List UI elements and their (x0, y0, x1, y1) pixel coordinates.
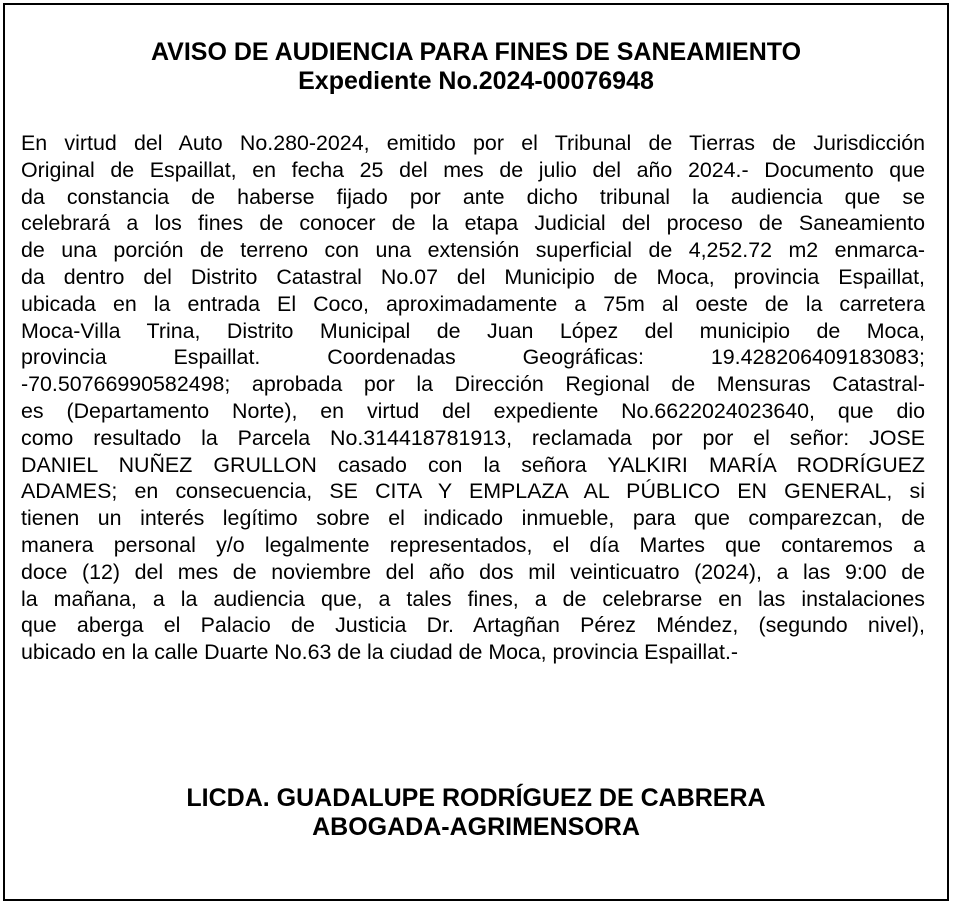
signature-block (5, 784, 947, 842)
body-line: de una porción de terreno con una extensión superficial de 4,252.72 m2 enmarca- (21, 238, 925, 263)
body-line: la mañana, a la audiencia que, a tales fines, a de celebrarse en las instalaciones (21, 586, 925, 611)
signatory-name: LICDA. GUADALUPE RODRÍGUEZ DE CABRERA (186, 784, 766, 812)
body-line: es (Departamento Norte), en virtud del expediente No.6622024023640, que dio (21, 398, 925, 423)
expediente-number: Expediente No.2024-00076948 (298, 67, 654, 95)
body-line: da constancia de haberse fijado por ante dicho tribunal la audiencia que se (21, 184, 925, 209)
signatory-title: ABOGADA-AGRIMENSORA (312, 813, 640, 841)
body-line: como resultado la Parcela No.314418781913, reclamada por por el señor: JOSE (21, 425, 925, 450)
body-line: En virtud del Auto No.280-2024, emitido por el Tribunal de Tierras de Jurisdicción (21, 131, 925, 155)
notice-header (5, 38, 947, 96)
body-line: ubicada en la entrada El Coco, aproximadamente a 75m al oeste de la carretera (21, 291, 925, 316)
notice-body (21, 130, 925, 666)
body-line: doce (12) del mes de noviembre del año dos mil veinticuatro (2024), a las 9:00 de (21, 559, 925, 584)
body-line: celebrará a los fines de conocer de la etapa Judicial del proceso de Saneamiento (21, 211, 925, 236)
body-line: ubicado en la calle Duarte No.63 de la ciudad de Moca, provincia Espaillat.- (21, 640, 739, 665)
body-line: DANIEL NUÑEZ GRULLON casado con la señora YALKIRI MARÍA RODRÍGUEZ (21, 452, 925, 477)
notice-title: AVISO DE AUDIENCIA PARA FINES DE SANEAMIENTO (150, 38, 802, 66)
body-line: tienen un interés legítimo sobre el indicado inmueble, para que comparezcan, de (21, 506, 925, 531)
legal-notice (3, 3, 949, 901)
body-line: manera personal y/o legalmente representados, el día Martes que contaremos a (21, 532, 925, 557)
body-line: -70.50766990582498; aprobada por la Dirección Regional de Mensuras Catastral- (21, 372, 925, 397)
body-line: da dentro del Distrito Catastral No.07 del Municipio de Moca, provincia Espaillat, (21, 264, 925, 289)
body-line: Original de Espaillat, en fecha 25 del mes de julio del año 2024.- Documento que (21, 157, 925, 182)
body-line: que aberga el Palacio de Justicia Dr. Artagñan Pérez Méndez, (segundo nivel), (21, 613, 925, 638)
body-line: Moca-Villa Trina, Distrito Municipal de Juan López del municipio de Moca, (21, 318, 925, 343)
body-line: ADAMES; en consecuencia, SE CITA Y EMPLAZA AL PÚBLICO EN GENERAL, si (21, 479, 925, 504)
body-line: provincia Espaillat. Coordenadas Geográficas: 19.428206409183083; (21, 345, 925, 370)
